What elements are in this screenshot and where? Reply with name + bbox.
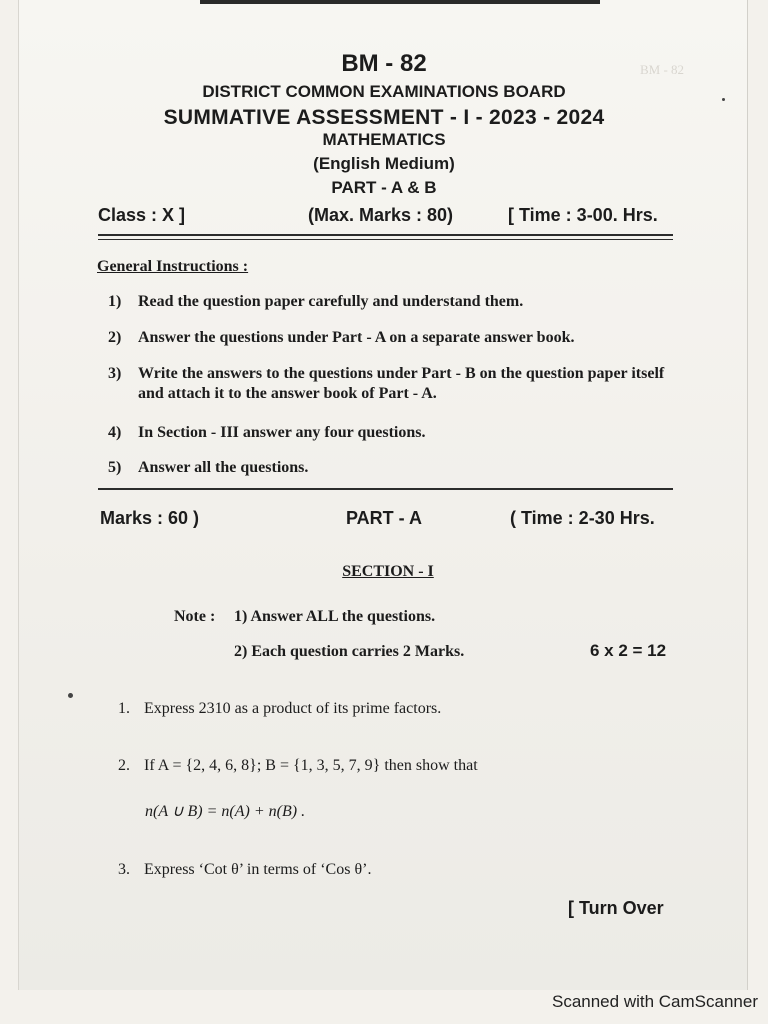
- max-marks: (Max. Marks : 80): [308, 205, 454, 225]
- top-edge-shadow: [200, 0, 600, 4]
- question-2-formula: n(A ∪ B) = n(A) + n(B) .: [145, 803, 306, 820]
- section-title: SECTION - I: [342, 563, 434, 580]
- part-a-label: PART - A: [346, 508, 422, 528]
- part-label: PART - A & B: [331, 178, 437, 197]
- question-3: 3. Express ‘Cot θ’ in terms of ‘Cos θ’.: [118, 861, 372, 878]
- instruction-item: 1) Read the question paper carefully and understand them.: [108, 293, 524, 310]
- medium-label: (English Medium): [313, 154, 455, 173]
- note-item-2: 2) Each question carries 2 Marks.: [234, 643, 465, 660]
- board-name: DISTRICT COMMON EXAMINATIONS BOARD: [202, 82, 566, 101]
- instructions-divider: [98, 488, 673, 490]
- scan-speck: [68, 693, 73, 698]
- scanner-watermark: Scanned with CamScanner: [551, 992, 758, 1011]
- turn-over-label: [ Turn Over: [568, 898, 664, 918]
- header-divider: [98, 234, 673, 236]
- class-label: Class : X ]: [98, 205, 186, 225]
- bleed-through-mark: BM - 82: [640, 62, 685, 77]
- instruction-item: 5) Answer all the questions.: [108, 459, 309, 476]
- instruction-item: 3) Write the answers to the questions under Part - B on the question paper itself and attach it to the answer book of Part - A.: [108, 365, 665, 402]
- exam-title: SUMMATIVE ASSESSMENT - I - 2023 - 2024: [163, 106, 605, 129]
- note-item-1: 1) Answer ALL the questions.: [234, 608, 436, 625]
- subject-title: MATHEMATICS: [322, 130, 446, 149]
- question-2: 2. If A = {2, 4, 6, 8}; B = {1, 3, 5, 7, 9} then show that: [118, 757, 478, 774]
- marks-calculation: 6 x 2 = 12: [590, 641, 667, 660]
- part-a-time: ( Time : 2-30 Hrs.: [510, 508, 655, 528]
- question-1: 1. Express 2310 as a product of its prime factors.: [118, 700, 442, 717]
- header-divider-double: [98, 239, 673, 240]
- instructions-title: General Instructions :: [97, 258, 249, 275]
- total-time: [ Time : 3-00. Hrs.: [508, 205, 658, 225]
- part-a-marks: Marks : 60 ): [100, 508, 200, 528]
- paper-code: BM - 82: [341, 50, 427, 77]
- instruction-item: 2) Answer the questions under Part - A on a separate answer book.: [108, 329, 575, 346]
- note-label: Note :: [174, 608, 216, 625]
- instruction-item: 4) In Section - III answer any four questions.: [108, 424, 426, 441]
